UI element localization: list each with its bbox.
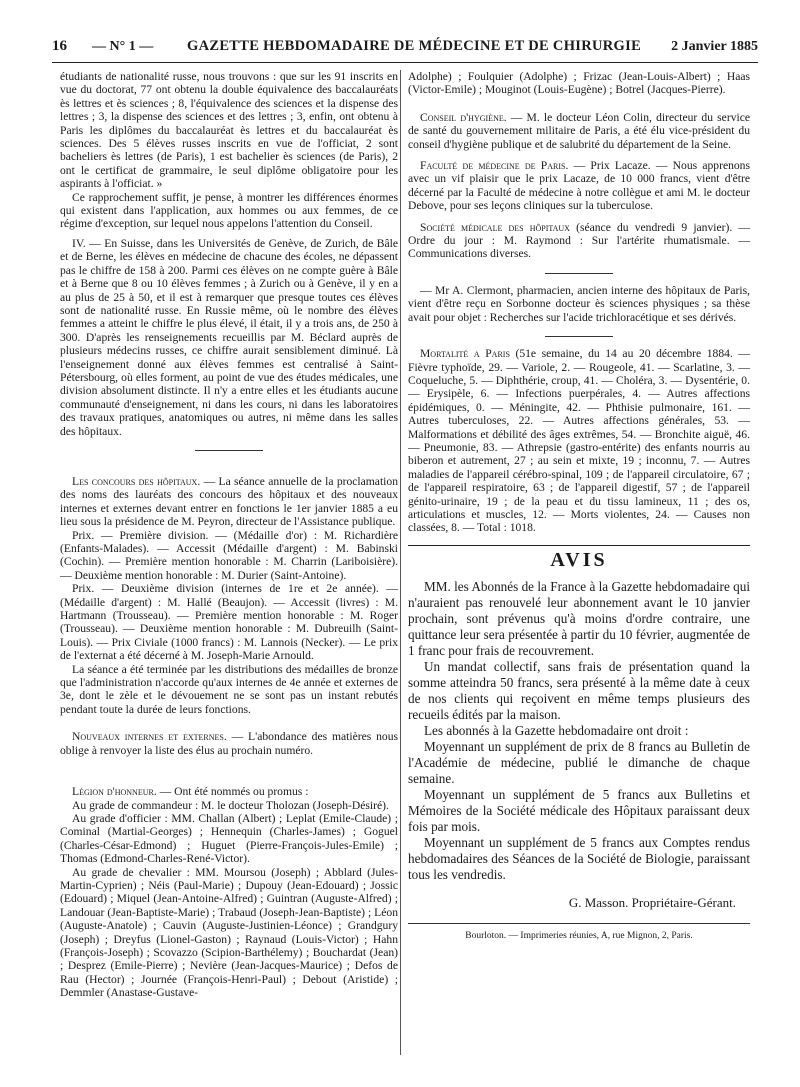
avis-title: AVIS (550, 548, 608, 571)
item-body: — La séance annuelle de la proclamation des noms des lauréats des concours des hôpitaux et des nouveaux internes et externes devant entrer en fonctions le 1er janvier 1885 a eu lieu sous la présidence de M. Peyron, directeur de l'Assistance publique. (60, 474, 398, 529)
paragraph: Prix. — Première division. — (Médaille d'or) : M. Richardière (Enfants-Malades). — Accessit (Médaille d'argent) : M. Babinski (Cochin). — Première mention honorable : M. Charrin (Lariboisière). — Deuxième mention honorable : M. Durier (Saint-Antoine). (60, 528, 398, 582)
paragraph: Moyennant un supplément de prix de 8 francs au Bulletin de l'Académie de médecine, publié le dimanche de chaque semaine. (408, 739, 750, 787)
paragraph: Un mandat collectif, sans frais de présentation quand la somme atteindra 50 francs, sera présenté à la même date à ceux de nos clients qui reçoivent en même temps plusieurs des recueils édités par la maison. (408, 659, 750, 723)
footer-rule (408, 923, 750, 924)
paragraph: Au grade d'officier : MM. Challan (Albert) ; Leplat (Emile-Claude) ; Cominal (Martial-Georges) ; Hennequin (Charles-James) ; Goguel (Charles-César-Edmond) ; Huguet (Pierre-François-Jules-Emile) ; Thomas (Edmond-Charles-René-Victor). (60, 811, 398, 866)
item-body: (51e semaine, du 14 au 20 décembre 1884. — Fièvre typhoïde, 29. — Variole, 2. — Rougeole, 41. — Scarlatine, 3. — Coqueluche, 5. — Diphthérie, croup, 41. — Choléra, 3. — Dysentérie, 0. — Erysipèle, 6. — Infections puerpérales, 4. — Autres affections épidémiques, 0. — Méningite, 42. — Phthisie pulmonaire, 161. — Autres tuberculoses, 22. — Autres affections générales, 53. — Malformations et débilité des âges extrêmes, 54. — Bronchite aiguë, 46. — Pneumonie, 83. — Athrepsie (gastro-entérite) des enfants nourris au biberon et autrement, 27 ; au sein et mixte, 19 ; inconnu, 7. — Autres maladies de l'appareil cérébro-spinal, 109 ; de l'appareil circulatoire, 67 ; de l'appareil respiratoire, 63 ; de l'appareil digestif, 57 ; de l'appareil génito-urinaire, 19 ; de la peau et du tissu lamineux, 11 ; des os, articulations et muscles, 12. — Morts violentes, 24. — Causes non classées, 8. — Total : 1018. (408, 347, 750, 535)
item-heading: Conseil d'hygiène. (420, 110, 507, 124)
item-body: — Prix Lacaze. — Nous apprenons avec un vif plaisir que le prix Lacaze, de 10 000 francs, vient d'être décerné par la Faculté de médecine à notre collègue et ami M. le docteur Debove, pour ses leçons cliniques sur la tuberculose. (408, 159, 750, 213)
section-separator (545, 273, 613, 274)
paragraph: Les abonnés à la Gazette hebdomadaire ont droit : (424, 723, 689, 739)
paragraph: Moyennant un supplément de 5 francs aux Bulletins et Mémoires de la Société médicale des Hôpitaux paraissant deux fois par mois. (408, 787, 750, 835)
news-item-legion (60, 785, 398, 798)
paragraph: Au grade de commandeur : M. le docteur Tholozan (Joseph-Désiré). (72, 798, 389, 812)
paragraph: IV. — En Suisse, dans les Universités de Genève, de Zurich, de Bâle et de Berne, les élèves en médecine de chacune des écoles, ne dépassent pas le chiffre de 158 à 200. Parmi ces élèves on ne compte guère à Bâle et à Berne que 8 ou 10 élèves femmes ; à Zurich ou à Genève, il y en a au plus de 25 à 50, et il est à remarquer que presque toutes ces élèves sont de nationalité russe. En Russie même, où le nombre des élèves femmes a atteint le chiffre le plus élevé, il était, il y a trois ans, de 250 à 300. D'après les renseignements recueillis par M. Béclard auprès de plusieurs médecins russes, ce chiffre aurait sensiblement diminué. Là l'enseignement donné aux élèves femmes est centralisé à Saint-Pétersbourg, où elles forment, au point de vue des études médicales, une division absolument distincte. Il n'y a entre elles et les étudiants aucune communauté d'enseignement, ni dans les cours, ni dans les laboratoires des travaux pratiques, anatomiques ou autres, ni même dans les salles des hôpitaux. (60, 236, 398, 438)
column-divider (400, 70, 401, 1055)
item-body: — L'abondance des matières nous oblige à renvoyer la liste des élus au prochain numéro. (60, 730, 399, 757)
item-heading: Mortalité a Paris (420, 347, 510, 361)
paragraph: MM. les Abonnés de la France à la Gazette hebdomadaire qui n'auraient pas renouvelé leur abonnement avant le 10 janvier prochain, sont prévenus qu'à moins d'ordre contraire, une quittance leur sera présentée à partir du 10 février, augmentée de 1 franc pour frais de recouvrement. (408, 579, 750, 659)
journal-title: GAZETTE HEBDOMADAIRE DE MÉDECINE ET DE CHIRURGIE (187, 38, 642, 54)
issue-date: 2 Janvier 1885 (671, 39, 758, 54)
news-item-lacaze (408, 159, 750, 213)
avis-notice (408, 579, 750, 911)
paragraph: Prix. — Deuxième division (internes de 1re et 2e année). — (Médaille d'argent) : M. Hallé (Beaujon). — Accessit (livres) : M. Hartmann (Trousseau). — Première mention honorable : M. Roger (Trousseau). — Deuxième mention honorable : M. Dubreuilh (Saint-Louis). — Prix Civiale (1000 francs) : M. Lannois (Necker). — Le prix de l'externat a été décerné à M. Joseph-Marie Arnould. (60, 582, 398, 663)
item-heading: Faculté de médecine de Paris. (420, 159, 569, 173)
avis-rule (408, 545, 750, 546)
section-separator (195, 450, 263, 451)
paragraph: étudiants de nationalité russe, nous trouvons : que sur les 91 inscrits en vue du doctorat, 77 ont obtenu la double équivalence des baccalauréats ès lettres et ès sciences ; 8, l'équivalence des sciences et la dispense des lettres ; 3, la dispense des sciences et des lettres ; 3, enfin, ont obtenu à Paris les diplômes du baccalauréat ès lettres et du baccalauréat ès sciences. Des 5 élèves russes inscrits en vue de l'officiat, 2 sont bacheliers ès lettres (de Paris), 1 est bachelier ès sciences (de Paris), 2 ont le certificat de grammaire, le seul diplôme obligatoire pour les aspirants à l'officiat. » (60, 70, 398, 191)
paragraph: Moyennant un supplément de 5 francs aux Comptes rendus hebdomadaires des Séances de la Société de Biologie, paraissant tous les vendredis. (408, 835, 750, 883)
news-item-nouveaux (60, 730, 398, 757)
paragraph: Ce rapprochement suffit, je pense, à montrer les différences énormes qui existent dans l'application, aux hommes ou aux femmes, de ce régime d'exception, sur lequel nous appelons l'attention du Conseil. (60, 190, 398, 231)
item-body: (séance du vendredi 9 janvier). — Ordre du jour : M. Raymond : Sur l'artérite rhumatismale. — Communications diverses. (408, 220, 750, 261)
news-item-concours (60, 475, 398, 529)
item-heading: Les concours des hôpitaux. (72, 474, 201, 488)
right-column (408, 70, 750, 944)
page-header (52, 38, 758, 60)
item-body: — M. le docteur Léon Colin, directeur du service de santé du gouvernement militaire de Paris, a été élu vice-président du conseil d'hygiène publique et de salubrité du département de la Seine. (408, 110, 751, 151)
news-item-societe (408, 221, 750, 261)
news-item-hygiene (408, 111, 750, 151)
paragraph: Au grade de chevalier : MM. Moursou (Joseph) ; Abblard (Jules-Martin-Cyprien) ; Néis (Paul-Marie) ; Dupouy (Jean-Edouard) ; Jossic (Edouard) ; Miquel (Jean-Antoine-Alfred) ; Guintran (Auguste-Alfred) ; Landouar (Jean-Baptiste-Marie) ; Trabaud (Joseph-Jean-Baptiste) ; Léon (Auguste-Anatole) ; Cauvin (Auguste-Justinien-Léonce) ; Grandgury (Joseph) ; Dreyfus (Lionel-Gaston) ; Raynaud (Louis-Victor) ; Hahn (François-Joseph) ; Scovazzo (Scipion-Barthélemy) ; Bouchardat (Jean) ; Desprez (Emile-Pierre) ; Nevière (Jean-Jacques-Maurice) ; Defos de Rau (Hector) ; Journée (François-Henri-Paul) ; Debout (Aristide) ; Demmler (Anastase-Gustave- (60, 865, 398, 1000)
item-body: — Ont été nommés ou promus : (156, 785, 309, 799)
left-column (60, 70, 398, 1000)
paragraph: — Mr A. Clermont, pharmacien, ancien interne des hôpitaux de Paris, vient d'être reçu en Sorbonne docteur ès sciences physiques ; sa thèse avait pour objet : Recherches sur l'acide trichloracétique et ses dérivés. (408, 283, 750, 324)
issue-number: — N° 1 — (92, 39, 154, 54)
item-heading: Nouveaux internes et externes. (72, 730, 227, 744)
paragraph: Adolphe) ; Foulquier (Adolphe) ; Frizac (Jean-Louis-Albert) ; Haas (Victor-Emile) ; Mouginot (Louis-Eugène) ; Botrel (Jacques-Pierre). (408, 70, 750, 97)
page-number: 16 (52, 38, 67, 54)
header-rule (52, 62, 758, 63)
news-item-mortalite (408, 347, 750, 535)
section-separator (545, 336, 613, 337)
item-heading: Société médicale des hôpitaux (420, 220, 570, 234)
paragraph: La séance a été terminée par les distributions des médailles de bronze que l'administration n'accorde qu'aux internes de 4e année et externes de 3e, dont le zèle et le dévouement ne se sont pas un instant rebutés pendant toute la durée de leurs fonctions. (60, 662, 398, 716)
signature: G. Masson. Propriétaire-Gérant. (568, 895, 736, 911)
printer-line: Bourloton. — Imprimeries réunies, A, rue Mignon, 2, Paris. (465, 931, 693, 942)
item-heading: Légion d'honneur. (72, 785, 157, 799)
